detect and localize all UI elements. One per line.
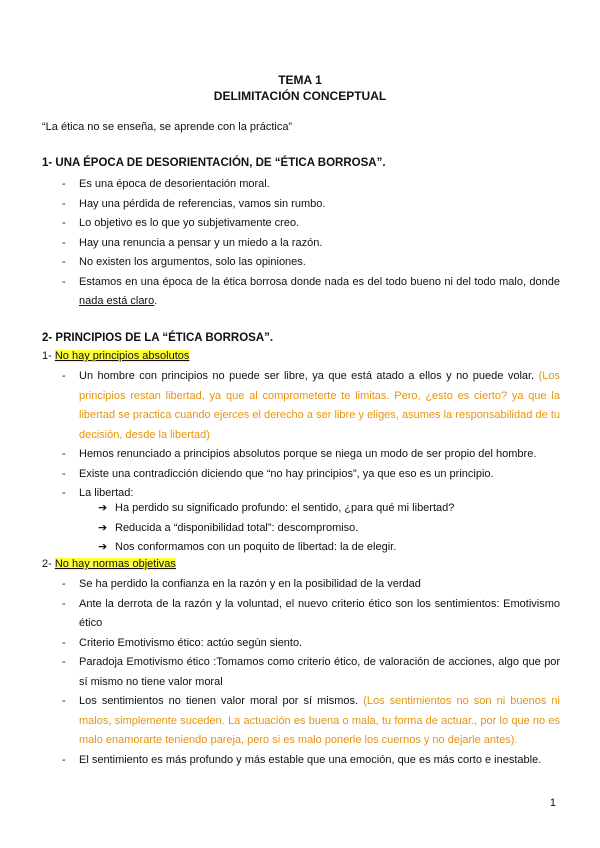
arrow-icon: ➔ [98,502,108,514]
sub-list-item: ➔ Nos conformamos con un poquito de libertad: la de elegir. [98,538,558,558]
list-item [42,692,560,751]
list-item [42,367,560,445]
underlined-phrase: nada está claro [79,295,155,307]
list-item: - Ante la derrota de la razón y la voluntad, el nuevo criterio ético son los sentimientos: Emotivismo ético [42,595,560,634]
list-item: - Se ha perdido la confianza en la razón y en la posibilidad de la verdad [42,575,560,595]
list-item: - Hay una renuncia a pensar y un miedo a la razón. [42,234,560,254]
highlighted-label: No hay normas objetivas [54,558,176,570]
section-2-heading: 2- PRINCIPIOS DE LA “ÉTICA BORROSA”. [42,332,274,344]
libertad-sublist [98,499,558,558]
page-number: 1 [549,797,556,809]
list-item: - Paradoja Emotivismo ético :Tomamos como criterio ético, de valoración de acciones, algo que por sí mismo no tiene valor moral [42,653,560,692]
item-text: Los sentimientos no tienen valor moral por sí mismos. [79,695,364,707]
list-item: - Hay una pérdida de referencias, vamos sin rumbo. [42,195,560,215]
sub-list-item: ➔ Ha perdido su significado profundo: el sentido, ¿para qué mi libertad? [98,499,558,519]
arrow-icon: ➔ [98,521,108,534]
sub-list-item: ➔ Reducida a “disponibilidad total”: descompromiso. [98,519,558,539]
subsection-1-heading [42,350,189,362]
item-text: Un hombre con principios no puede ser libre, ya que está atado a ellos y no puede volar. [79,370,539,382]
subsection-1-list [42,367,560,504]
list-item: - No existen los argumentos, solo las opiniones. [42,253,560,273]
list-item: - El sentimiento es más profundo y más estable que una emoción, que es más corto e inestable. [42,751,560,771]
section-1-list [42,175,560,312]
highlighted-label: No hay principios absolutos [54,350,190,362]
epigraph-quote: “La ética no se enseña, se aprende con la práctica” [42,121,293,133]
subsection-prefix: 1- [42,350,55,362]
item-text: Estamos en una época de la ética borrosa donde nada es del todo bueno ni del todo malo, donde [79,275,560,288]
list-item: - Criterio Emotivismo ético: actúo según siento. [42,634,560,654]
item-end: . [154,295,158,307]
section-1-heading: 1- UNA ÉPOCA DE DESORIENTACIÓN, DE “ÉTICA BORROSA”. [42,157,386,169]
subsection-2-list [42,575,560,770]
list-item: - La libertad: [42,484,560,504]
list-item: - Existe una contradicción diciendo que “no hay principios”, ya que eso es un principio. [42,465,560,485]
subsection-prefix: 2- [42,558,55,570]
orange-note: (Los principios restan libertad, ya que al comprometerte te limitas. Pero, ¿esto es cierto? ya que la libertad se practica cuando ejerces el derecho a ser libre y eliges, asumes la responsabilidad de tu decisión, desde la libertad) [79,370,560,441]
orange-note: (Los sentimientos no son ni buenos ni malos, simplemente suceden. La actuación es buena o mala, tu forma de actuar., por lo que no es malo enamorarte teniendo pareja, pero si es malo ponerle los cuernos y no dejarle antes). [79,695,560,746]
arrow-icon: ➔ [98,541,108,553]
list-item [42,273,560,312]
list-item: - Es una época de desorientación moral. [42,175,560,195]
list-item: - Lo objetivo es lo que yo subjetivamente creo. [42,214,560,234]
document-title: TEMA 1 [278,73,322,87]
subsection-2-heading [42,558,176,570]
document-subtitle: DELIMITACIÓN CONCEPTUAL [213,89,387,103]
list-item: - Hemos renunciado a principios absolutos porque se niega un modo de ser propio del hombre. [42,445,560,465]
